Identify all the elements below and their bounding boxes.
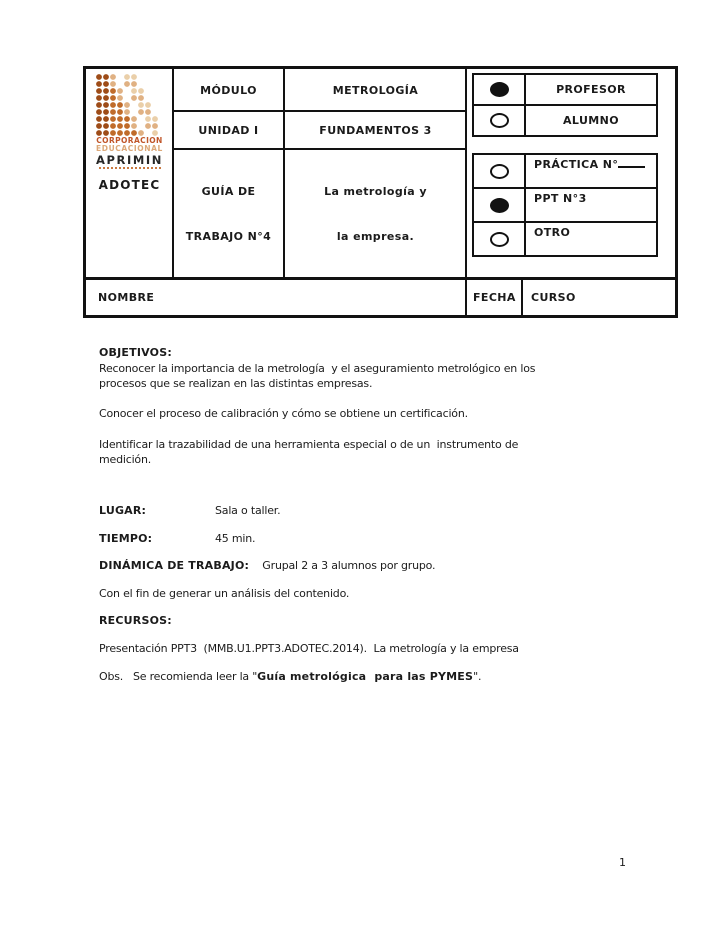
guide-label-line1: GUÍA DE xyxy=(201,184,256,198)
lugar-label: LUGAR: xyxy=(99,504,147,517)
module-label-cell: MÓDULO xyxy=(200,83,257,97)
alumno-label: ALUMNO xyxy=(563,114,619,127)
obs-suffix: ". xyxy=(473,670,482,683)
radio-cell xyxy=(474,223,526,255)
otro-radio[interactable] xyxy=(490,232,509,247)
practica-blank-line[interactable] xyxy=(618,158,645,168)
org-name: ADOTEC xyxy=(98,178,161,192)
obs-line xyxy=(99,670,481,683)
guide-label-cell xyxy=(173,150,284,277)
tiempo-label: TIEMPO: xyxy=(99,532,153,545)
objetivos-line: procesos que se realizan en las distintas empresas. xyxy=(99,377,373,390)
dinamica-gap xyxy=(249,559,262,572)
ppt-radio[interactable] xyxy=(490,198,509,213)
logo-text-corporacion: CORPORACION xyxy=(96,136,163,145)
lugar-value: Sala o taller. xyxy=(215,504,281,517)
guide-title-line2: la empresa. xyxy=(336,229,415,243)
page-number: 1 xyxy=(619,856,626,869)
guide-title-cell xyxy=(285,150,466,277)
audience-row-alumno xyxy=(474,106,656,135)
material-box xyxy=(472,153,658,257)
objetivos-line: Conocer el proceso de calibración y cómo se obtiene un certificación. xyxy=(99,407,468,420)
logo-text-aprimin: APRIMIN xyxy=(95,153,163,167)
radio-cell xyxy=(474,75,526,104)
dinamica-line xyxy=(99,559,435,572)
profesor-radio[interactable] xyxy=(490,82,509,97)
ppt-label: PPT N°3 xyxy=(534,192,587,205)
recursos-line: Presentación PPT3 (MMB.U1.PPT3.ADOTEC.2014). La metrología y la empresa xyxy=(99,642,519,655)
header-table xyxy=(83,66,678,318)
material-row-ppt xyxy=(474,189,656,223)
curso-cell[interactable] xyxy=(523,280,675,315)
practica-label-text: PRÁCTICA N° xyxy=(534,158,619,171)
objetivos-line: medición. xyxy=(99,453,152,466)
alumno-radio[interactable] xyxy=(490,113,509,128)
radio-cell xyxy=(474,106,526,135)
nombre-cell[interactable] xyxy=(86,280,465,315)
tiempo-value: 45 min. xyxy=(215,532,256,545)
fecha-cell[interactable] xyxy=(467,280,521,315)
practica-label xyxy=(526,155,656,187)
dinamica-label: DINÁMICA DE TRABAJO: xyxy=(99,559,250,572)
audience-row-profesor xyxy=(474,75,656,106)
guide-label-line2: TRABAJO N°4 xyxy=(185,229,272,243)
dinamica-value: Grupal 2 a 3 alumnos por grupo. xyxy=(262,559,436,572)
radio-cell xyxy=(474,155,526,187)
fecha-label: FECHA xyxy=(473,291,516,304)
profesor-label: PROFESOR xyxy=(556,83,626,96)
guide-title-line1: La metrología y xyxy=(324,184,427,198)
recursos-heading: RECURSOS: xyxy=(99,614,172,627)
radio-cell xyxy=(474,189,526,221)
otro-label: OTRO xyxy=(534,226,571,239)
logo-cell xyxy=(86,69,173,277)
obs-prefix: Obs. Se recomienda leer la " xyxy=(99,670,258,683)
objetivos-heading: OBJETIVOS: xyxy=(99,346,172,359)
objetivos-line: Reconocer la importancia de la metrología y el aseguramiento metrológico en los xyxy=(99,362,536,375)
nombre-label: NOMBRE xyxy=(98,291,155,304)
module-value-cell: METROLOGÍA xyxy=(332,83,419,97)
obs-bold: Guía metrológica para las PYMES xyxy=(257,670,474,683)
unit-label-cell: UNIDAD I xyxy=(198,123,259,137)
practica-radio[interactable] xyxy=(490,164,509,179)
logo-underline xyxy=(99,167,161,169)
audience-box xyxy=(472,73,658,137)
nota-line: Con el fin de generar un análisis del contenido. xyxy=(99,587,350,600)
logo-text-educacional: EDUCACIONAL xyxy=(96,144,163,153)
objetivos-line: Identificar la trazabilidad de una herramienta especial o de un instrumento de xyxy=(99,438,519,451)
material-row-practica xyxy=(474,155,656,189)
curso-label: CURSO xyxy=(531,291,576,304)
unit-value-cell: FUNDAMENTOS 3 xyxy=(319,123,432,137)
aprimin-dots-triangle-logo xyxy=(95,73,165,137)
material-row-otro xyxy=(474,223,656,255)
